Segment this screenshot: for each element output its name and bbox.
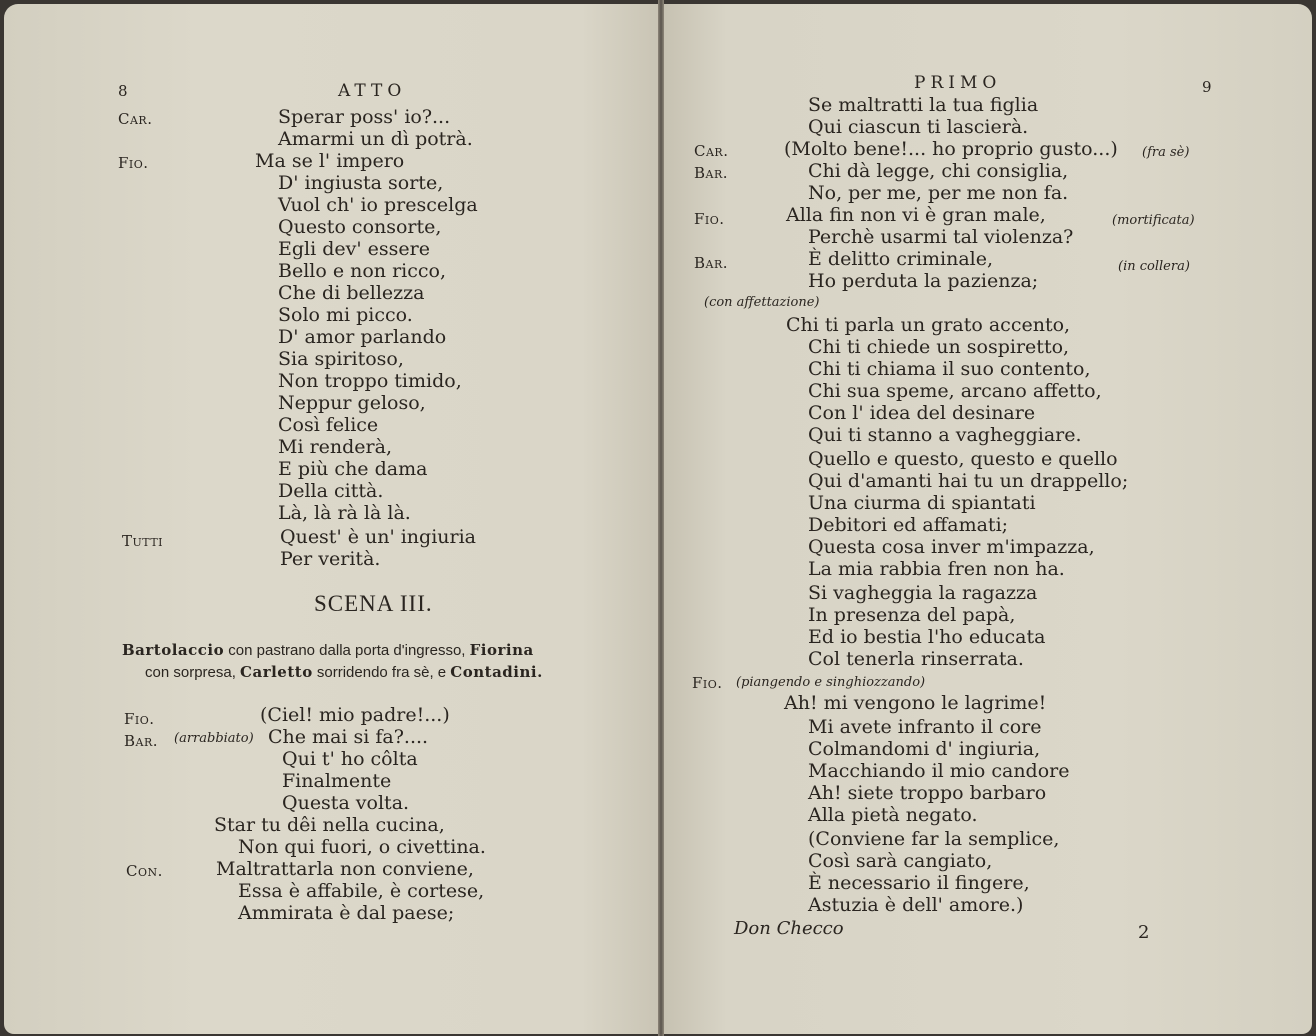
verse-line: Questo consorte, [278,216,442,238]
verse-line: Colmandomi d' ingiuria, [808,738,1041,760]
verse-line: Vuol ch' io prescelga [278,194,478,216]
stage-direction: (con affettazione) [704,295,820,310]
verse-line: Qui ti stanno a vagheggiare. [808,424,1082,446]
signature-mark: 2 [1138,922,1150,943]
speaker-label: Bar. [694,254,729,272]
verse-line: Quello e questo, questo e quello [808,448,1118,470]
speaker-label: Fio. [692,674,723,692]
speaker-label: Car. [118,110,153,128]
verse-line: Solo mi picco. [278,304,413,326]
verse-line: Non troppo timido, [278,370,462,392]
verse-line: (Ciel! mio padre!...) [260,704,450,726]
speaker-label: Fio. [694,210,725,228]
speaker-label: Con. [126,862,163,880]
verse-line: Chi ti chiede un sospiretto, [808,336,1070,358]
verse-line: Ah! siete troppo barbaro [808,782,1047,804]
cast-line-1 [122,640,534,661]
verse-line: Chi ti parla un grato accento, [786,314,1071,336]
verse-line: Chi ti chiama il suo contento, [808,358,1091,380]
verse-line: Qui t' ho côlta [282,748,418,770]
verse-line: È delitto criminale, [808,248,994,270]
verse-line: Egli dev' essere [278,238,430,260]
verse-line: Qui ciascun ti lascierà. [808,116,1029,138]
verse-line: Neppur geloso, [278,392,426,414]
verse-line: Bello e non ricco, [278,260,446,282]
verse-line: Ah! mi vengono le lagrime! [784,692,1047,714]
verse-line: Amarmi un dì potrà. [278,128,473,150]
verse-line: Star tu dêi nella cucina, [214,814,445,836]
speaker-label: Fio. [124,710,155,728]
cast-name: Bartolaccio [122,641,225,659]
cast-text: con pastrano dalla porta d'ingresso, [224,642,470,659]
cast-text: sorridendo fra sè, e [312,664,451,681]
stage-direction: (mortificata) [1112,213,1195,228]
verse-line: Alla fin non vi è gran male, [786,204,1046,226]
verse-line: Essa è affabile, è cortese, [238,880,485,902]
page-number-left: 8 [118,82,128,100]
verse-line: Questa cosa inver m'impazza, [808,536,1095,558]
verse-line: Si vagheggia la ragazza [808,582,1038,604]
verse-line: Ho perduta la pazienza; [808,270,1039,292]
verse-line: Questa volta. [282,792,410,814]
scene-title: SCENA III. [314,591,433,616]
verse-line: In presenza del papà, [808,604,1016,626]
stage-direction: (fra sè) [1142,145,1190,160]
verse-line: Mi renderà, [278,436,392,458]
verse-line: Chi sua speme, arcano affetto, [808,380,1102,402]
verse-line: Sperar poss' io?... [278,106,451,128]
verse-line: Così felice [278,414,379,436]
cast-text: con sorpresa, [145,664,241,681]
verse-line: Macchiando il mio candore [808,760,1070,782]
verse-line: Qui d'amanti hai tu un drappello; [808,470,1129,492]
verse-line: Perchè usarmi tal violenza? [808,226,1074,248]
book-gutter [658,0,664,1036]
verse-line: (Conviene far la semplice, [808,828,1060,850]
cast-name: Contadini. [450,663,543,681]
verse-line: Quest' è un' ingiuria [280,526,477,548]
verse-line: E più che dama [278,458,428,480]
speaker-label: Bar. [694,164,729,182]
verse-line: Per verità. [280,548,381,570]
stage-direction: (piangendo e singhiozzando) [736,675,926,690]
speaker-label: Car. [694,142,729,160]
verse-line: Ma se l' impero [255,150,405,172]
verse-line: Se maltratti la tua figlia [808,94,1039,116]
verse-line: D' ingiusta sorte, [278,172,444,194]
verse-line: Finalmente [282,770,392,792]
verse-line: Con l' idea del desinare [808,402,1036,424]
verse-line: Non qui fuori, o civettina. [238,836,486,858]
verse-line: Così sarà cangiato, [808,850,993,872]
verse-line: Chi dà legge, chi consiglia, [808,160,1069,182]
verse-line: Sia spiritoso, [278,348,404,370]
verse-line: La mia rabbia fren non ha. [808,558,1065,580]
running-head-right: PRIMO [914,73,1002,93]
verse-line: Astuzia è dell' amore.) [808,894,1024,916]
verse-line: D' amor parlando [278,326,447,348]
verse-line: No, per me, per me non fa. [808,182,1069,204]
speaker-label: Fio. [118,154,149,172]
cast-line-2 [145,662,543,683]
verse-line: Alla pietà negato. [808,804,978,826]
verse-line: Che di bellezza [278,282,425,304]
verse-line: Della città. [278,480,384,502]
speaker-label: Tutti [122,532,163,550]
verse-line: Mi avete infranto il core [808,716,1042,738]
verse-line: Ed io bestia l'ho educata [808,626,1046,648]
verse-line: Col tenerla rinserrata. [808,648,1024,670]
stage-direction: (in collera) [1118,259,1190,274]
speaker-label: Bar. [124,732,159,750]
running-head-left: ATTO [338,81,407,101]
cast-name: Fiorina [469,641,534,659]
verse-line: Maltrattarla non conviene, [216,858,474,880]
verse-line: Una ciurma di spiantati [808,492,1036,514]
verse-line: (Molto bene!... ho proprio gusto...) [784,138,1118,160]
verse-line: Là, là rà là là. [278,502,411,524]
verse-line: Debitori ed affamati; [808,514,1009,536]
page-number-right: 9 [1202,78,1212,96]
verse-line: Ammirata è dal paese; [238,902,455,924]
stage-direction: (arrabbiato) [174,731,254,746]
verse-line: È necessario il fingere, [808,872,1030,894]
footer-title: Don Checco [734,918,844,939]
verse-line: Che mai si fa?.... [268,726,429,748]
cast-name: Carletto [240,663,313,681]
